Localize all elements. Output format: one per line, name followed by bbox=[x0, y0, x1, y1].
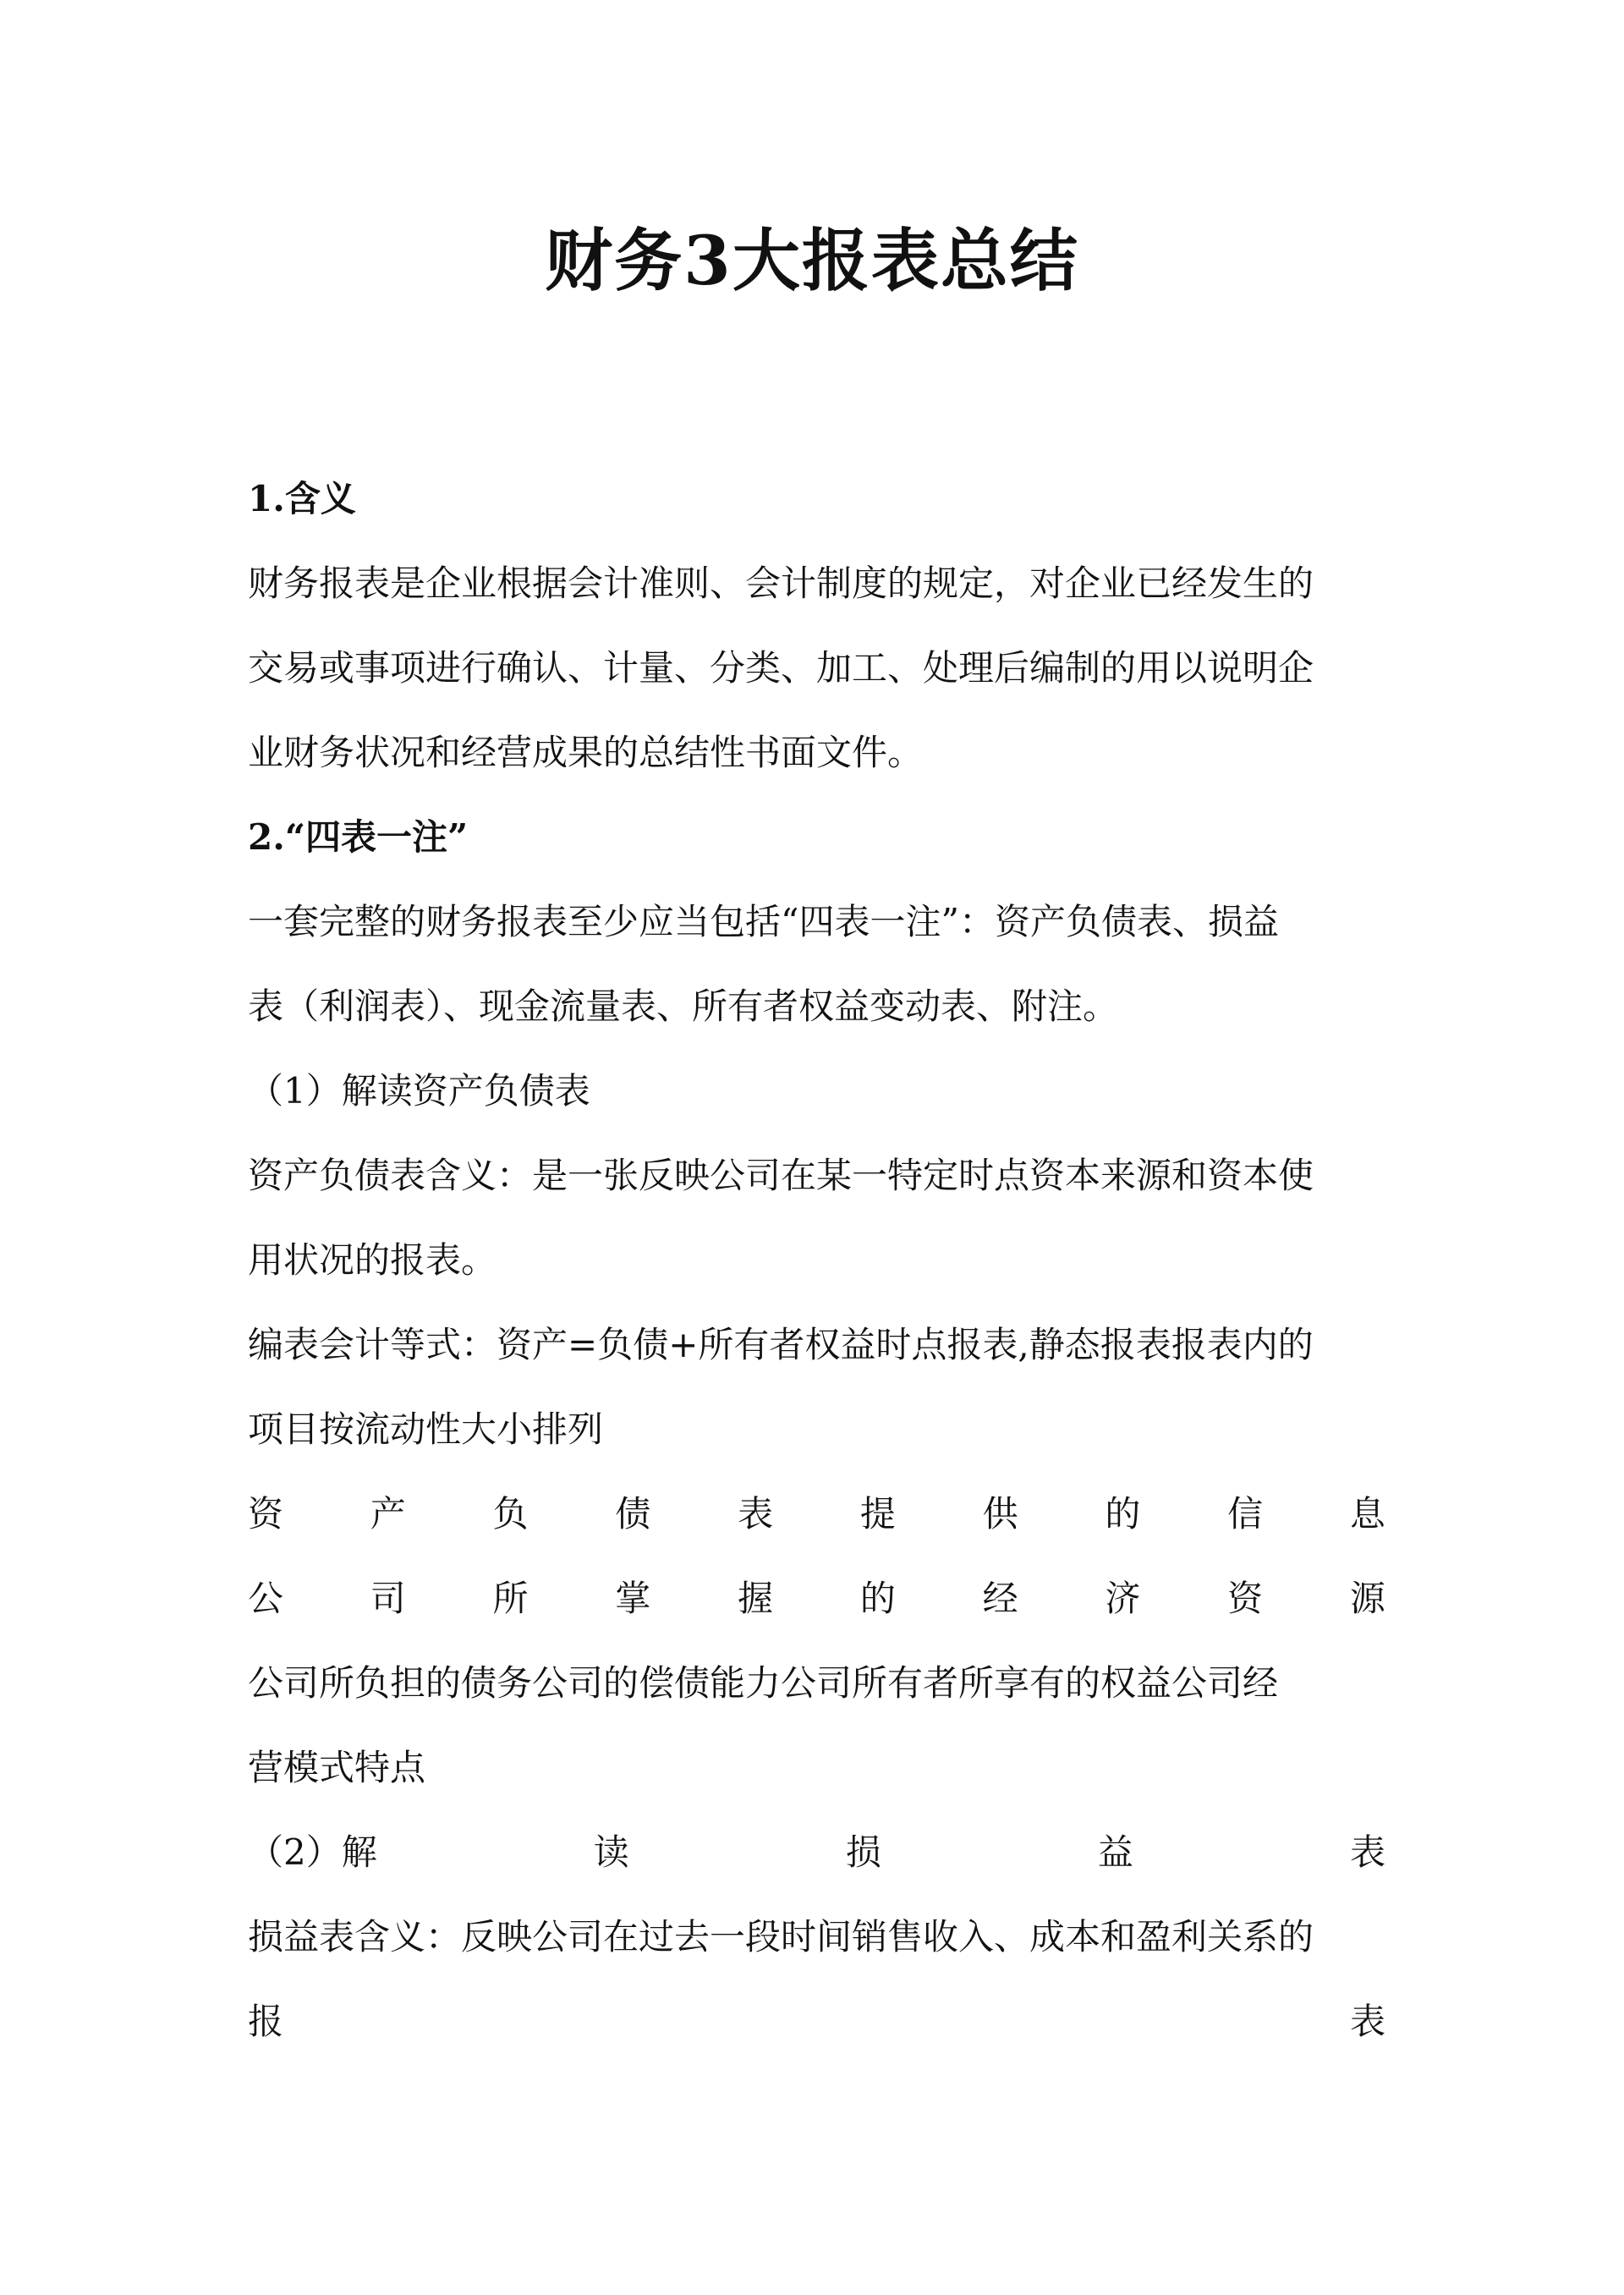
char: 的 bbox=[859, 1578, 896, 1619]
char: 负 bbox=[492, 1493, 529, 1535]
paragraph-line: 资产负债表含义：是一张反映公司在某一特定时点资本来源和资本使 bbox=[248, 1155, 1314, 1196]
char: 源 bbox=[1349, 1578, 1385, 1619]
char: 信 bbox=[1227, 1493, 1264, 1535]
paragraph-line: 损益表含义：反映公司在过去一段时间销售收入、成本和盈利关系的 bbox=[248, 1916, 1314, 1957]
document-title: 财务3大报表总结 bbox=[545, 221, 1079, 300]
paragraph-line: 项目按流动性大小排列 bbox=[248, 1408, 604, 1450]
char: 息 bbox=[1349, 1493, 1385, 1535]
paragraph-line: 营模式特点 bbox=[248, 1747, 426, 1788]
paragraph-line: 业财务状况和经营成果的总结性书面文件。 bbox=[248, 732, 924, 773]
char: 资 bbox=[1227, 1578, 1264, 1619]
char: 的 bbox=[1105, 1493, 1141, 1535]
paragraph-line: 编表会计等式：资产=负债+所有者权益时点报表,静态报表报表内的 bbox=[248, 1324, 1314, 1365]
distributed-line bbox=[248, 1491, 1385, 1538]
char: 损 bbox=[845, 1831, 881, 1873]
char: 经 bbox=[982, 1578, 1018, 1619]
char: 济 bbox=[1105, 1578, 1141, 1619]
char: 产 bbox=[370, 1493, 406, 1535]
paragraph-line: 用状况的报表。 bbox=[248, 1239, 497, 1281]
char: 司 bbox=[370, 1578, 406, 1619]
paragraph-line: 一套完整的财务报表至少应当包括“四表一注”：资产负债表、损益 bbox=[248, 901, 1279, 942]
section-heading-four-statements: 2.“四表一注” bbox=[248, 816, 469, 858]
char: 债 bbox=[615, 1493, 651, 1535]
subsection-heading-balance-sheet: （1）解读资产负债表 bbox=[248, 1070, 590, 1112]
char: 报 bbox=[248, 2001, 284, 2042]
char: 读 bbox=[593, 1831, 629, 1873]
char: （2）解 bbox=[248, 1831, 377, 1873]
char: 表 bbox=[1349, 2001, 1385, 2042]
char: 掌 bbox=[615, 1578, 651, 1619]
paragraph-line: 表（利润表）、现金流量表、所有者权益变动表、附注。 bbox=[248, 986, 1119, 1027]
char: 表 bbox=[738, 1493, 774, 1535]
paragraph-line: 公司所负担的债务公司的偿债能力公司所有者所享有的权益公司经 bbox=[248, 1662, 1279, 1704]
char: 资 bbox=[248, 1493, 284, 1535]
distributed-line bbox=[248, 1575, 1385, 1622]
char: 提 bbox=[859, 1493, 896, 1535]
paragraph-line: 财务报表是企业根据会计准则、会计制度的规定，对企业已经发生的 bbox=[248, 563, 1314, 604]
char: 供 bbox=[982, 1493, 1018, 1535]
char: 握 bbox=[738, 1578, 774, 1619]
char: 所 bbox=[492, 1578, 529, 1619]
char: 表 bbox=[1349, 1831, 1385, 1873]
char: 公 bbox=[248, 1578, 284, 1619]
char: 益 bbox=[1097, 1831, 1133, 1873]
distributed-line bbox=[248, 1998, 1385, 2045]
subsection-heading-income-statement bbox=[248, 1829, 1385, 1876]
section-heading-meaning: 1.含义 bbox=[248, 478, 356, 519]
paragraph-line: 交易或事项进行确认、计量、分类、加工、处理后编制的用以说明企 bbox=[248, 647, 1314, 689]
